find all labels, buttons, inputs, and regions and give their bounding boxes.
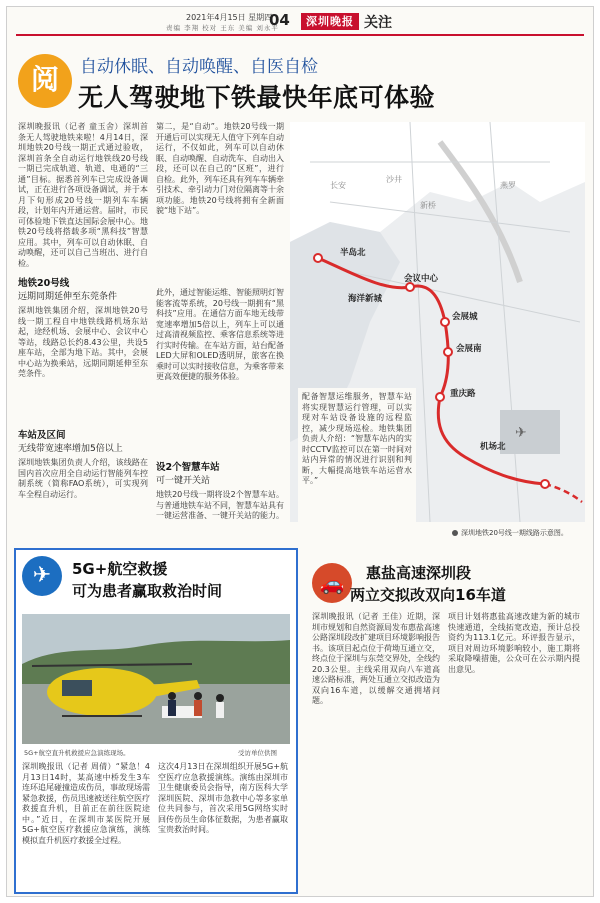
photo-credit: 受访单位供图 <box>238 749 277 757</box>
map-caption-text: 深圳地铁20号线一期线路示意图。 <box>461 529 568 537</box>
label-yanluo: 燕罗 <box>500 181 516 190</box>
air-rescue-body-col2: 这次4月13日在深圳组织开展5G+航空医疗应急救援演练。演练由深圳市卫生健康委员会指导，南方医科大学深圳医院、深圳市急救中心等多家单位共同参与，首次采用5G网络实时回传伤员生命体征数据，为患者赢取宝贵救治时间。 <box>158 762 288 834</box>
caption-bullet-icon <box>452 530 458 536</box>
airport-area <box>500 410 560 454</box>
lead-subhead-2: 车站及区间 <box>18 430 66 441</box>
label-xinqiao: 新桥 <box>420 201 436 210</box>
lead-body-col2c: 地铁20号线一期将设2个智慧车站。与普通地铁车站不同，智慧车站具有一键运营准备、一键开关站的能力。 <box>156 490 284 520</box>
lead-subhead-3: 设2个智慧车站 <box>156 462 220 473</box>
station-marker <box>436 393 444 401</box>
lead-body-col1b: 深圳地铁集团介绍，深圳地铁20号线一期工程自中地铁线路机场东站起，途经机场、会展中心、会议中心等站，线路总长约8.43公里，共设5座车站，全部为地下站。其中，会展中心站为换乘站，远期同期延伸至东莞条件。 <box>18 306 148 378</box>
station-marker <box>444 348 452 356</box>
highway-body-col2: 项目计划将惠盐高速改建为新的城市快速通道，全线拓宽改造，预计总投资约为113.1亿元。环评报告显示，项目对周边环境影响较小，施工期将采取降噪措施，公众可在公示期内提出意见。 <box>448 612 580 674</box>
lead-body-col2: 第二，是“自动”。地铁20号线一期开通后可以实现无人值守下列车自动运行，不仅如此，列车可以自动休眠、自动唤醒、自动洗车、自动出入段，还可以在自己的“区班”，进行自检。此外，列车还具有列车车辆牵引技术、牵引动力门对位隔离等十余项功能。地铁20号线将拥有全新面貌“地下站”。 <box>156 122 284 215</box>
rescuer-body <box>168 700 176 716</box>
lead-body-col1c: 深圳地铁集团负责人介绍，该线路在国内首次应用全自动运行智能列车控制系统（简称FAO系统），可实现列车全程自动运行。 <box>18 458 148 499</box>
air-rescue-title-1: 5G+航空救援 <box>72 560 168 578</box>
label-expo-north: 会展城 <box>452 312 478 322</box>
station-marker <box>314 254 322 262</box>
label-chongqing-rd: 重庆路 <box>450 389 476 399</box>
photo-caption: 5G+航空直升机救援应急演练现场。 <box>24 749 130 757</box>
label-expo-south: 会展南 <box>456 344 482 354</box>
label-changan: 长安 <box>330 181 346 190</box>
label-airport-north: 机场北 <box>480 442 506 452</box>
label-bandao: 半岛北 <box>340 248 366 258</box>
page-number: 04 <box>269 11 290 29</box>
editor-credits: 责编 李翔 校对 王东 美编 刘永平 <box>166 24 279 32</box>
helicopter-illustration <box>22 614 290 744</box>
paper-logo: 深圳晚报 <box>301 13 359 30</box>
highway-title-1: 惠盐高速深圳段 <box>366 564 472 582</box>
helicopter-window <box>62 680 92 696</box>
lead-headline: 无人驾驶地下铁最快年底可体验 <box>78 83 436 112</box>
airplane-icon: ✈ <box>22 556 62 596</box>
air-rescue-body-col1: 深圳晚报讯（记者 周倩）“紧急！4月13日14时，某高速中桥发生3车连环追尾碰撞造成伤员，事故现场需紧急救援，伤员迅速被送往航空医疗救援直升机，目前正在前往医院途中。”近日，在深圳市某医院开展5G+航空医疗救援应急演练，演练模拟直升机医疗救援全过程。 <box>22 762 150 845</box>
lead-subhead-1b: 远期同期延伸至东莞条件 <box>18 292 118 302</box>
airplane-icon: ✈ <box>515 425 527 441</box>
highway-title-2: 两立交拟改双向16车道 <box>350 586 506 604</box>
lead-kicker: 自动休眠、自动唤醒、自医自检 <box>80 57 318 77</box>
rescuer <box>194 692 202 700</box>
infobox-text: 配备智慧运维服务，智慧车站将实现智慧运行管理，可以实现对车站设备设施的远程监控，减少现场巡检。地铁集团负责人介绍：“智慧车站内的实时CCTV监控可以在第一时间对站内异常的情况进行识别和判断，大幅提高地铁车站运营水平。” <box>302 392 412 485</box>
label-ocean-city: 海洋新城 <box>348 294 383 304</box>
lead-subhead-1: 地铁20号线 <box>18 278 70 289</box>
map-caption <box>452 528 568 538</box>
lead-subhead-3b: 可一键开关站 <box>156 476 211 486</box>
label-conference: 会议中心 <box>404 274 439 284</box>
air-rescue-title-2: 可为患者赢取救治时间 <box>72 582 223 600</box>
lead-body-col1: 深圳晚报讯（记者 童玉舍）深圳首条无人驾驶地铁来啦！4月14日，深圳地铁20号线一期正式通过验收，深圳首条全自动运行地铁线20号线一期已完成轨道、轨道、电通的“三通”目标。据悉首列车已完成设备调试，正在进行各项设备调试，并于本月下旬形成20号线一期列车车辆段，计划年内开通运营。届时，市民可体验地下铁直达国际会展中心。地铁20号线将搭载多项“黑科技”智慧应用。其中，列车可以自动休眠、自动唤醒，还可以自己当班出、进行自检。 <box>18 122 148 268</box>
car-icon: 🚗 <box>312 563 352 603</box>
rescuer-body <box>216 702 224 718</box>
lead-body-col2b: 此外，通过智能运维、智能照明灯智能客流等系统，20号线一期拥有“黑科技”应用。在通信方面车地无线带宽速率增加5倍以上，列车上可以通过高清视频监控、乘客信息系统等进行实时传输。在车站方面，站台配备LED大屏和OLED透明屏，旅客在换乘时可以实时接收信息，为乘客带来更高效便捷的服务体验。 <box>156 288 284 381</box>
rescuer <box>216 694 224 702</box>
rescuer <box>168 692 176 700</box>
helicopter-photo <box>22 614 290 744</box>
sidebar-infobox <box>298 388 416 528</box>
label-shajing: 沙井 <box>386 175 402 184</box>
lead-subhead-2b: 无线带宽速率增加5倍以上 <box>18 444 123 454</box>
issue-date: 2021年4月15日 星期四 <box>186 13 273 22</box>
rescuer-body <box>194 700 202 716</box>
section-name: 关注 <box>364 15 392 31</box>
masthead <box>16 10 584 36</box>
read-icon: 阅 <box>18 54 72 108</box>
highway-body-col1: 深圳晚报讯（记者 王佳）近期，深圳市规划和自然资源局发布惠盐高速公路深圳段改扩建项目环境影响报告书。该项目起点位于荷坳互通立交，终点位于深圳与东莞交界处，全线约20.3公里。主线采用双向八车道高速公路标准，两处互通立交拟改造为双向16车道，以缓解交通拥堵问题。 <box>312 612 440 705</box>
line-20-extension <box>545 484 582 502</box>
station-marker <box>541 480 549 488</box>
station-marker <box>406 283 414 291</box>
station-marker <box>441 318 449 326</box>
